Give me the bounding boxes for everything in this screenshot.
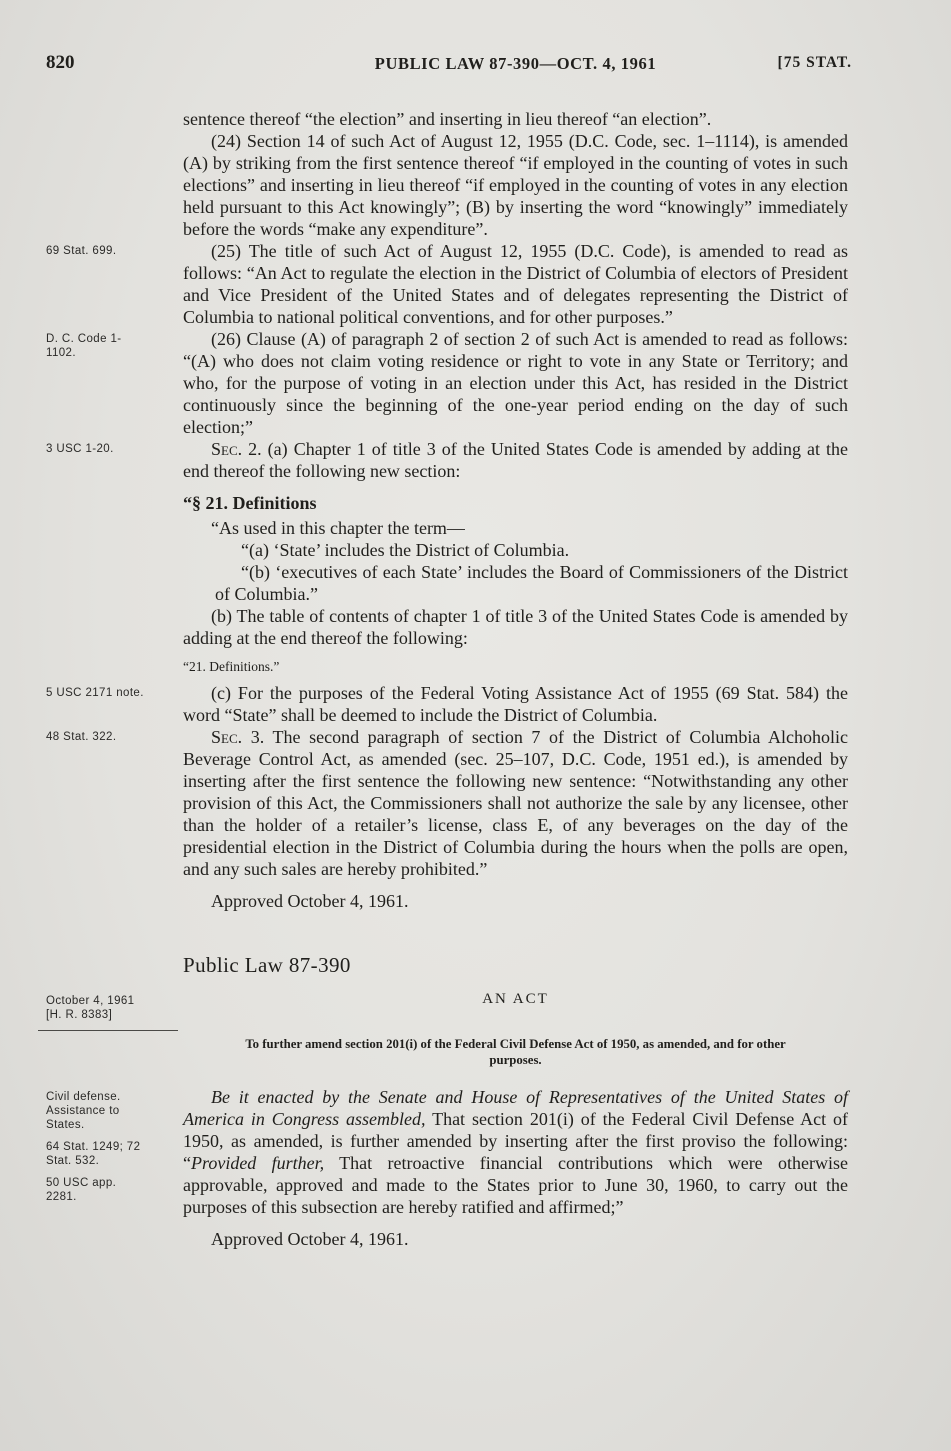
margin-note-column — [0, 726, 183, 744]
margin-note: Assistance to — [46, 1105, 120, 1117]
text-segment: That section 201(i) of the Federal Civil Defense Act of 1950, as amended, is further amended by inserting after the first proviso the following: “ — [183, 1109, 848, 1173]
text-segment: “21. Definitions.” — [183, 659, 280, 674]
margin-note-column — [0, 682, 183, 700]
paragraph-13 — [183, 890, 848, 912]
paragraph-17 — [183, 1086, 848, 1218]
text-column — [183, 561, 848, 605]
text-column — [183, 990, 848, 1008]
text-column — [183, 130, 848, 240]
block-body — [0, 517, 951, 539]
margin-note-column — [0, 108, 183, 112]
paragraph-11 — [183, 682, 848, 726]
margin-note-column — [0, 605, 183, 609]
paragraph-7 — [183, 539, 848, 561]
text-column — [183, 658, 848, 675]
text-column — [183, 952, 848, 978]
paragraph-5 — [183, 492, 848, 514]
text-segment: (26) Clause (A) of paragraph 2 of section 2 of such Act is amended to read as follows: “(A) who does not claim voting residence or right to vote in any State or Territory; and who, for the purpose of voting in an election under this Act, has resided in the District continuously since the beginning of the one-year period ending on the day of such election;” — [183, 329, 848, 437]
text-segment: Public Law 87-390 — [183, 953, 351, 977]
block-body — [0, 328, 951, 438]
paragraph-0 — [183, 108, 848, 130]
block-an-act — [0, 990, 951, 1031]
text-segment: AN ACT — [482, 991, 549, 1007]
text-column — [183, 605, 848, 649]
text-segment: Be it enacted by the Senate and House of Representatives of the United States of America in Congress assembled, — [183, 1087, 848, 1129]
margin-note: 2281. — [46, 1191, 77, 1203]
paragraph-18 — [183, 1228, 848, 1250]
page-number: 820 — [46, 52, 75, 73]
document-body — [0, 108, 951, 1250]
margin-note: October 4, 1961 — [46, 995, 135, 1007]
block-body — [0, 605, 951, 649]
paragraph-6 — [183, 517, 848, 539]
text-segment: “(a) ‘State’ includes the District of Columbia. — [241, 540, 570, 560]
block-body — [0, 240, 951, 328]
margin-note-column — [0, 130, 183, 134]
margin-note-column — [0, 1036, 183, 1040]
text-segment: (b) The table of contents of chapter 1 of title 3 of the United States Code is amended by adding at the end thereof the following: — [183, 606, 848, 648]
text-segment: (a) Chapter 1 of title 3 of the United States Code is amended by adding at the end thereof the following new section: — [183, 439, 848, 481]
text-column — [183, 492, 848, 514]
text-column — [183, 726, 848, 880]
margin-note-column — [0, 890, 183, 894]
text-column — [183, 682, 848, 726]
text-segment: Sec. 2. — [211, 439, 262, 459]
paragraph-9 — [183, 605, 848, 649]
block-quoted — [0, 561, 951, 605]
margin-note: D. C. Code 1- — [46, 333, 122, 345]
block-enacting — [0, 1086, 951, 1218]
paragraph-12 — [183, 726, 848, 880]
text-column — [183, 517, 848, 539]
page-header — [0, 52, 951, 82]
text-column — [183, 108, 848, 130]
text-segment: To further amend section 201(i) of the Federal Civil Defense Act of 1950, as amended, and for other purposes. — [245, 1037, 786, 1067]
header-running-title: PUBLIC LAW 87-390—OCT. 4, 1961 — [374, 54, 657, 73]
margin-note-gap — [46, 1132, 183, 1140]
margin-note-column — [0, 952, 183, 956]
text-segment: Provided further, — [191, 1153, 325, 1173]
margin-note: 5 USC 2171 note. — [46, 687, 144, 699]
text-column — [183, 1036, 848, 1068]
block-body — [0, 108, 951, 130]
margin-note: 1102. — [46, 347, 76, 359]
text-segment: That retroactive financial contributions which were otherwise approvable, approved and made to the States prior to June 30, 1960, to carry out the purposes of this subsection are hereby ratified and affirmed;” — [183, 1153, 848, 1217]
block-heading — [0, 492, 951, 514]
paragraph-8 — [183, 561, 848, 605]
margin-note: States. — [46, 1119, 85, 1131]
margin-note-column — [0, 990, 183, 1031]
text-segment: (c) For the purposes of the Federal Voting Assistance Act of 1955 (69 Stat. 584) the word “State” shall be deemed to include the District of Columbia. — [183, 683, 848, 725]
block-body — [0, 130, 951, 240]
paragraph-15 — [183, 990, 848, 1008]
text-column — [183, 1228, 848, 1250]
block-approved — [0, 1228, 951, 1250]
margin-note-column — [0, 561, 183, 565]
text-segment: Sec. 3. — [211, 727, 265, 747]
margin-rule — [38, 1030, 178, 1031]
text-segment: The second paragraph of section 7 of the District of Columbia Alchoholic Beverage Control Act, as amended (sec. 25–107, D.C. Code, 1951 ed.), is amended by inserting after the first sentence the following new sentence: “Notwithstanding any other provision of this Act, the Commissioners shall not authorize the sale by any licensee, other than the holder of a retailer’s license, class E, of any beverages on the day of the presidential election in the District of Columbia during the hours when the polls are open, and any such sales are hereby prohibited.” — [183, 727, 848, 879]
text-column — [183, 890, 848, 912]
paragraph-1 — [183, 130, 848, 240]
text-segment: “(b) ‘executives of each State’ includes the Board of Commissioners of the District of Columbia.” — [215, 562, 848, 604]
margin-note: 69 Stat. 699. — [46, 245, 117, 257]
block-body — [0, 682, 951, 726]
block-small-quote — [0, 658, 951, 675]
block-body — [0, 438, 951, 482]
margin-note: 3 USC 1-20. — [46, 443, 114, 455]
text-column — [183, 438, 848, 482]
text-segment: sentence thereof “the election” and inserting in lieu thereof “an election”. — [183, 109, 712, 129]
block-body — [0, 726, 951, 880]
text-column — [183, 240, 848, 328]
margin-note: [H. R. 8383] — [46, 1009, 113, 1021]
margin-note-column — [0, 240, 183, 258]
margin-note-column — [0, 1228, 183, 1232]
paragraph-4 — [183, 438, 848, 482]
margin-note-column — [0, 539, 183, 543]
paragraph-16 — [183, 1036, 848, 1068]
margin-note: Civil defense. — [46, 1091, 121, 1103]
margin-note-column — [0, 517, 183, 521]
margin-note-column — [0, 658, 183, 662]
text-segment: “As used in this chapter the term— — [211, 518, 465, 538]
margin-note-column — [0, 438, 183, 456]
margin-note-column — [0, 328, 183, 360]
block-quoted — [0, 539, 951, 561]
text-segment: Approved October 4, 1961. — [211, 891, 409, 911]
margin-note-column — [0, 1086, 183, 1204]
block-act-subtitle — [0, 1036, 951, 1068]
text-segment: “§ 21. Definitions — [183, 493, 317, 513]
text-segment: (25) The title of such Act of August 12, 1955 (D.C. Code), is amended to read as follows: “An Act to regulate the election in the District of Columbia of electors of President and Vice President of the United States and of delegates representing the District of Columbia to national political conventions, and for other purposes.” — [183, 241, 848, 327]
block-law-title — [0, 952, 951, 978]
text-segment: (24) Section 14 of such Act of August 12, 1955 (D.C. Code, sec. 1–1114), is amended (A) by striking from the first sentence thereof “if employed in the counting of votes in such elections” and inserting in lieu thereof “if employed in the counting of votes in any election held pursuant to this Act knowingly”; (B) by inserting the word “knowingly” immediately before the words “make any expenditure”. — [183, 131, 848, 239]
text-column — [183, 1086, 848, 1218]
header-statute-volume: [75 STAT. — [777, 54, 852, 71]
paragraph-10 — [183, 658, 848, 675]
block-approved — [0, 890, 951, 912]
text-segment: Approved October 4, 1961. — [211, 1229, 409, 1249]
text-column — [183, 539, 848, 561]
text-column — [183, 328, 848, 438]
paragraph-3 — [183, 328, 848, 438]
margin-note: 48 Stat. 322. — [46, 731, 117, 743]
margin-note-gap — [46, 1168, 183, 1176]
margin-note-column — [0, 492, 183, 496]
margin-note: 50 USC app. — [46, 1177, 117, 1189]
paragraph-2 — [183, 240, 848, 328]
paragraph-14 — [183, 952, 848, 978]
margin-note: Stat. 532. — [46, 1155, 100, 1167]
margin-note: 64 Stat. 1249; 72 — [46, 1141, 141, 1153]
